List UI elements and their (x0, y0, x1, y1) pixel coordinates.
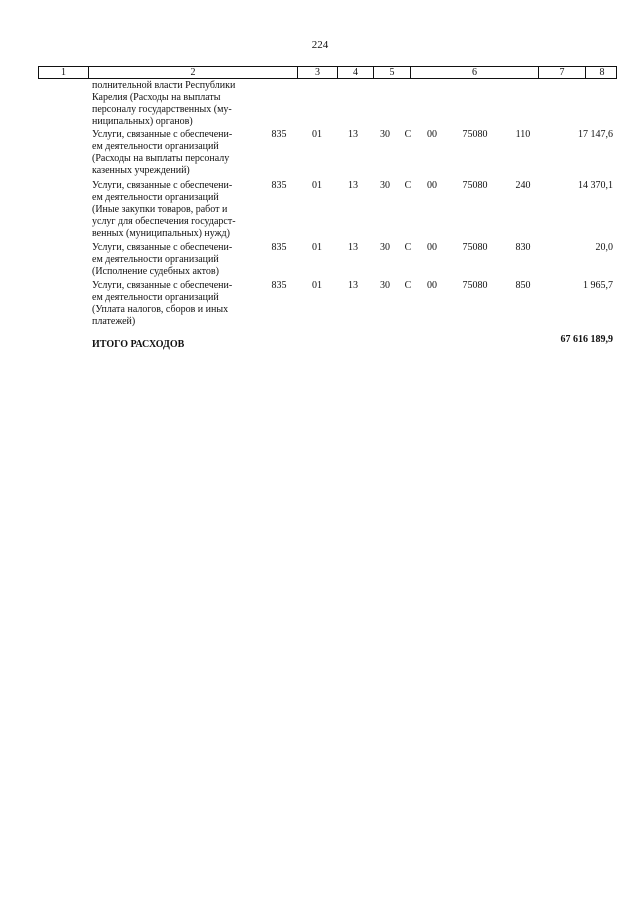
page-number: 224 (311, 39, 329, 51)
cell-col5: 13 (348, 129, 358, 140)
continuation-line: полнительной власти Республики (92, 80, 236, 91)
cell-col7: 830 (515, 242, 531, 253)
cell-col6-b: С (404, 280, 412, 291)
cell-col8: 20,0 (595, 242, 613, 253)
cell-col4: 01 (312, 129, 322, 140)
cell-col6-d: 75080 (462, 242, 488, 253)
table-header-row (38, 66, 617, 79)
column-header-4: 4 (338, 67, 374, 78)
cell-col3: 835 (271, 280, 287, 291)
cell-col6-c: 00 (427, 280, 437, 291)
cell-col7: 240 (515, 180, 531, 191)
row-name-line: ем деятельности организаций (92, 254, 219, 265)
column-header-7: 7 (539, 67, 586, 78)
row-name-line: Услуги, связанные с обеспечени- (92, 129, 233, 140)
cell-col6-a: 30 (380, 129, 390, 140)
cell-col3: 835 (271, 180, 287, 191)
cell-col6-b: С (404, 129, 412, 140)
column-header-2: 2 (89, 67, 298, 78)
cell-col6-d: 75080 (462, 129, 488, 140)
row-name-line: платежей) (92, 316, 136, 327)
cell-col8: 1 965,7 (583, 280, 613, 291)
column-header-6: 6 (411, 67, 539, 78)
cell-col6-a: 30 (380, 280, 390, 291)
cell-col6-b: С (404, 180, 412, 191)
cell-col6-d: 75080 (462, 180, 488, 191)
cell-col6-d: 75080 (462, 280, 488, 291)
cell-col4: 01 (312, 242, 322, 253)
continuation-line: ниципальных) органов) (92, 116, 193, 127)
cell-col8: 17 147,6 (578, 129, 613, 140)
continuation-line: персоналу государственных (му- (92, 104, 232, 115)
cell-col6-b: С (404, 242, 412, 253)
cell-col6-a: 30 (380, 180, 390, 191)
cell-col6-c: 00 (427, 180, 437, 191)
total-label: ИТОГО РАСХОДОВ (92, 339, 185, 350)
cell-col7: 850 (515, 280, 531, 291)
row-name-line: (Уплата налогов, сборов и иных (92, 304, 229, 315)
row-name-line: ем деятельности организаций (92, 141, 219, 152)
row-name-line: (Исполнение судебных актов) (92, 266, 219, 277)
cell-col6-c: 00 (427, 242, 437, 253)
cell-col4: 01 (312, 180, 322, 191)
continuation-line: Карелия (Расходы на выплаты (92, 92, 221, 103)
cell-col6-c: 00 (427, 129, 437, 140)
cell-col4: 01 (312, 280, 322, 291)
cell-col5: 13 (348, 180, 358, 191)
cell-col3: 835 (271, 242, 287, 253)
row-name-line: венных (муниципальных) нужд) (92, 228, 230, 239)
row-name-line: ем деятельности организаций (92, 292, 219, 303)
cell-col5: 13 (348, 280, 358, 291)
column-header-8: 8 (599, 67, 605, 78)
row-name-line: услуг для обеспечения государст- (92, 216, 236, 227)
cell-col7: 110 (515, 129, 531, 140)
row-name-line: (Расходы на выплаты персоналу (92, 153, 230, 164)
column-header-3: 3 (298, 67, 338, 78)
cell-col3: 835 (271, 129, 287, 140)
cell-col8: 14 370,1 (578, 180, 613, 191)
column-header-5: 5 (374, 67, 411, 78)
row-name-line: Услуги, связанные с обеспечени- (92, 280, 233, 291)
row-name-line: казенных учреждений) (92, 165, 190, 176)
total-value: 67 616 189,9 (560, 334, 613, 345)
row-name-line: ем деятельности организаций (92, 192, 219, 203)
column-header-1: 1 (39, 67, 89, 78)
row-name-line: (Иные закупки товаров, работ и (92, 204, 228, 215)
row-name-line: Услуги, связанные с обеспечени- (92, 180, 233, 191)
cell-col5: 13 (348, 242, 358, 253)
cell-col6-a: 30 (380, 242, 390, 253)
row-name-line: Услуги, связанные с обеспечени- (92, 242, 233, 253)
